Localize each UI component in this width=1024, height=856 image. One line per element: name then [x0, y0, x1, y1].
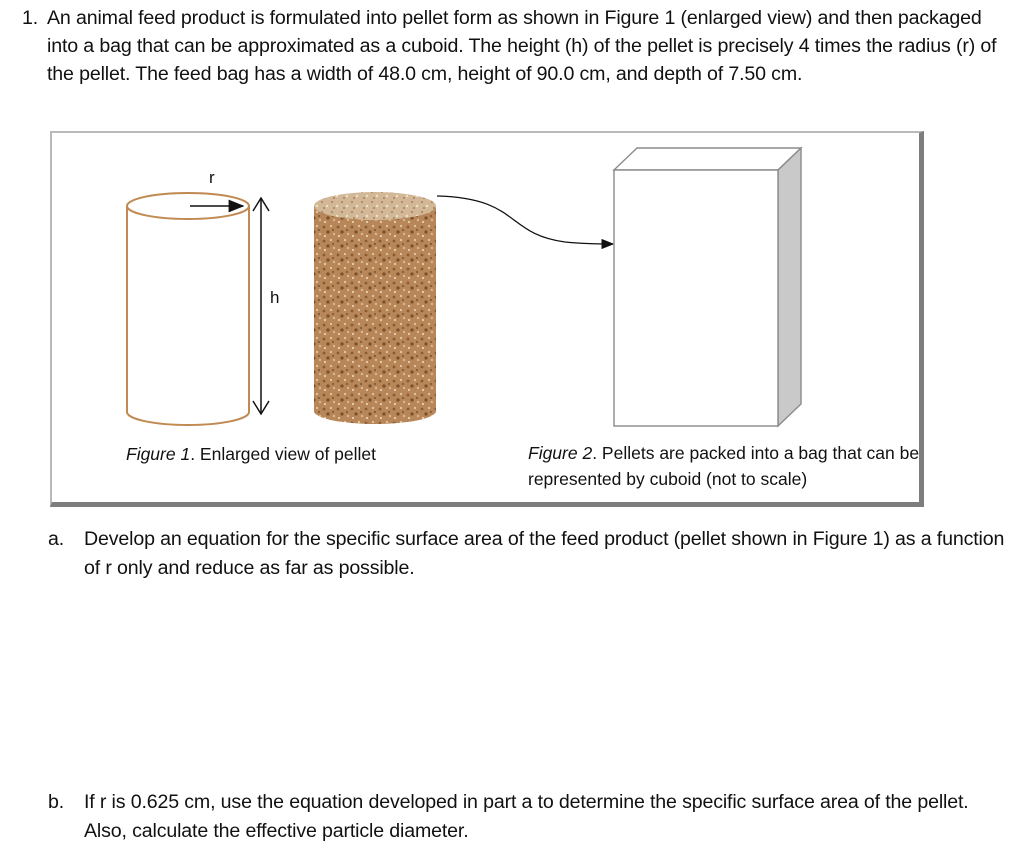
question-number: 1.: [22, 7, 39, 29]
figure-1-caption-text: . Enlarged view of pellet: [190, 444, 377, 464]
feed-bag-cuboid: [614, 148, 801, 426]
part-b-label: b.: [48, 791, 65, 813]
figure-2-caption-text: . Pellets are packed into a bag that can be represented by cuboid (not to scale): [528, 443, 920, 489]
radius-label: r: [209, 168, 215, 187]
part-b-text: If r is 0.625 cm, use the equation developed in part a to determine the specific surface area of the pellet. Also, calculate the effective particle diameter.: [84, 791, 969, 842]
packing-arrow: [437, 196, 613, 244]
part-a-label: a.: [48, 528, 65, 550]
pellet-image: [314, 192, 436, 424]
figure-1-label: Figure 1: [126, 444, 191, 464]
part-a-text: Develop an equation for the specific surface area of the feed product (pellet shown in Figure 1) as a function of r only and reduce as far as possible.: [84, 528, 1005, 579]
question-text: An animal feed product is formulated into pellet form as shown in Figure 1 (enlarged view) and then packaged into a bag that can be approximated as a cuboid. The height (h) of the pellet is precisely 4 times the radius (r) of the pellet. The feed bag has a width of 48.0 cm, height of 90.0 cm, and depth of 7.50 cm.: [47, 7, 997, 85]
height-arrow: [253, 198, 269, 414]
figure-1-caption: [126, 442, 376, 466]
part-b: [48, 788, 1008, 846]
part-a: [48, 525, 1008, 583]
figure-2-caption: [528, 440, 928, 492]
pellet-schematic-cylinder: [127, 193, 249, 425]
figure-2-label: Figure 2: [528, 443, 593, 463]
height-label: h: [270, 288, 280, 307]
